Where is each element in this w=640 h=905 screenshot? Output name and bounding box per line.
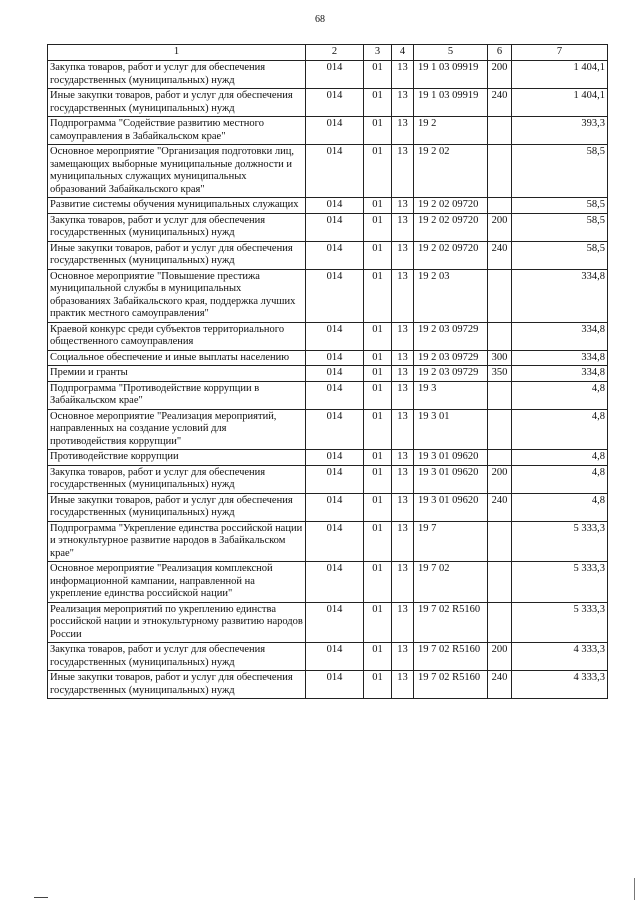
sum-cell: 58,5 xyxy=(512,198,608,214)
admin-code-cell: 014 xyxy=(306,61,364,89)
subsection-code-cell: 13 xyxy=(392,213,414,241)
article-code-cell: 19 3 01 09620 xyxy=(414,465,488,493)
table-row xyxy=(48,145,608,198)
admin-code-cell: 014 xyxy=(306,562,364,603)
row-name-cell: Закупка товаров, работ и услуг для обеспечения государственных (муниципальных) нужд xyxy=(48,213,306,241)
page-number: 68 xyxy=(315,14,325,25)
sum-cell: 1 404,1 xyxy=(512,61,608,89)
sum-cell: 4,8 xyxy=(512,450,608,466)
table-row xyxy=(48,381,608,409)
sum-cell: 58,5 xyxy=(512,145,608,198)
article-code-cell: 19 2 02 xyxy=(414,145,488,198)
article-code-cell: 19 7 02 R5160 xyxy=(414,671,488,699)
article-code-cell: 19 1 03 09919 xyxy=(414,61,488,89)
section-code-cell: 01 xyxy=(364,643,392,671)
table-row xyxy=(48,493,608,521)
column-number-header xyxy=(48,45,608,61)
subsection-code-cell: 13 xyxy=(392,671,414,699)
row-name-cell: Иные закупки товаров, работ и услуг для обеспечения государственных (муниципальных) нужд xyxy=(48,241,306,269)
table-row xyxy=(48,465,608,493)
row-name-cell: Иные закупки товаров, работ и услуг для обеспечения государственных (муниципальных) нужд xyxy=(48,89,306,117)
article-code-cell: 19 2 03 09729 xyxy=(414,350,488,366)
row-name-cell: Развитие системы обучения муниципальных служащих xyxy=(48,198,306,214)
expense-type-cell xyxy=(488,602,512,643)
expense-type-cell: 350 xyxy=(488,366,512,382)
subsection-code-cell: 13 xyxy=(392,465,414,493)
table-row xyxy=(48,198,608,214)
sum-cell: 334,8 xyxy=(512,269,608,322)
expense-type-cell: 200 xyxy=(488,643,512,671)
table-row xyxy=(48,117,608,145)
section-code-cell: 01 xyxy=(364,198,392,214)
sum-cell: 4,8 xyxy=(512,465,608,493)
sum-cell: 4 333,3 xyxy=(512,671,608,699)
column-header: 6 xyxy=(488,45,512,61)
table-row xyxy=(48,322,608,350)
row-name-cell: Реализация мероприятий по укреплению единства российской нации и этнокультурному развитию народов России xyxy=(48,602,306,643)
article-code-cell: 19 2 03 xyxy=(414,269,488,322)
article-code-cell: 19 3 01 xyxy=(414,409,488,450)
table-row xyxy=(48,409,608,450)
row-name-cell: Закупка товаров, работ и услуг для обеспечения государственных (муниципальных) нужд xyxy=(48,643,306,671)
admin-code-cell: 014 xyxy=(306,350,364,366)
admin-code-cell: 014 xyxy=(306,521,364,562)
section-code-cell: 01 xyxy=(364,269,392,322)
article-code-cell: 19 7 02 R5160 xyxy=(414,643,488,671)
table-row xyxy=(48,671,608,699)
article-code-cell: 19 7 02 R5160 xyxy=(414,602,488,643)
row-name-cell: Основное мероприятие "Реализация комплексной информационной кампании, направленной на укрепление единства российской нации" xyxy=(48,562,306,603)
subsection-code-cell: 13 xyxy=(392,241,414,269)
expense-type-cell xyxy=(488,145,512,198)
table-row xyxy=(48,61,608,89)
table-row xyxy=(48,213,608,241)
expense-type-cell xyxy=(488,409,512,450)
admin-code-cell: 014 xyxy=(306,89,364,117)
article-code-cell: 19 7 xyxy=(414,521,488,562)
admin-code-cell: 014 xyxy=(306,322,364,350)
expense-type-cell: 240 xyxy=(488,671,512,699)
admin-code-cell: 014 xyxy=(306,269,364,322)
article-code-cell: 19 2 02 09720 xyxy=(414,198,488,214)
table-row xyxy=(48,450,608,466)
subsection-code-cell: 13 xyxy=(392,145,414,198)
table-row xyxy=(48,521,608,562)
row-name-cell: Основное мероприятие "Организация подготовки лиц, замещающих выборные муниципальные должности и муниципальных служащих муниципальных образований Забайкальского края" xyxy=(48,145,306,198)
subsection-code-cell: 13 xyxy=(392,450,414,466)
row-name-cell: Противодействие коррупции xyxy=(48,450,306,466)
section-code-cell: 01 xyxy=(364,322,392,350)
admin-code-cell: 014 xyxy=(306,198,364,214)
sum-cell: 5 333,3 xyxy=(512,521,608,562)
table-row xyxy=(48,366,608,382)
admin-code-cell: 014 xyxy=(306,241,364,269)
sum-cell: 334,8 xyxy=(512,322,608,350)
row-name-cell: Подпрограмма "Противодействие коррупции в Забайкальском крае" xyxy=(48,381,306,409)
sum-cell: 393,3 xyxy=(512,117,608,145)
article-code-cell: 19 3 xyxy=(414,381,488,409)
article-code-cell: 19 2 03 09729 xyxy=(414,366,488,382)
article-code-cell: 19 2 xyxy=(414,117,488,145)
section-code-cell: 01 xyxy=(364,350,392,366)
admin-code-cell: 014 xyxy=(306,465,364,493)
sum-cell: 58,5 xyxy=(512,213,608,241)
subsection-code-cell: 13 xyxy=(392,322,414,350)
section-code-cell: 01 xyxy=(364,89,392,117)
row-name-cell: Закупка товаров, работ и услуг для обеспечения государственных (муниципальных) нужд xyxy=(48,61,306,89)
subsection-code-cell: 13 xyxy=(392,493,414,521)
sum-cell: 4 333,3 xyxy=(512,643,608,671)
row-name-cell: Иные закупки товаров, работ и услуг для обеспечения государственных (муниципальных) нужд xyxy=(48,671,306,699)
sum-cell: 4,8 xyxy=(512,409,608,450)
admin-code-cell: 014 xyxy=(306,145,364,198)
row-name-cell: Подпрограмма "Укрепление единства российской нации и этнокультурное развитие народов в Забайкальском крае" xyxy=(48,521,306,562)
section-code-cell: 01 xyxy=(364,450,392,466)
article-code-cell: 19 7 02 xyxy=(414,562,488,603)
subsection-code-cell: 13 xyxy=(392,409,414,450)
section-code-cell: 01 xyxy=(364,213,392,241)
row-name-cell: Подпрограмма "Содействие развитию местного самоуправления в Забайкальском крае" xyxy=(48,117,306,145)
subsection-code-cell: 13 xyxy=(392,602,414,643)
column-header: 1 xyxy=(48,45,306,61)
sum-cell: 5 333,3 xyxy=(512,602,608,643)
sum-cell: 4,8 xyxy=(512,381,608,409)
column-header: 3 xyxy=(364,45,392,61)
section-code-cell: 01 xyxy=(364,521,392,562)
table-row xyxy=(48,562,608,603)
article-code-cell: 19 3 01 09620 xyxy=(414,493,488,521)
column-header: 4 xyxy=(392,45,414,61)
subsection-code-cell: 13 xyxy=(392,562,414,603)
admin-code-cell: 014 xyxy=(306,409,364,450)
expense-type-cell: 240 xyxy=(488,89,512,117)
expense-type-cell xyxy=(488,521,512,562)
section-code-cell: 01 xyxy=(364,381,392,409)
section-code-cell: 01 xyxy=(364,145,392,198)
row-name-cell: Иные закупки товаров, работ и услуг для обеспечения государственных (муниципальных) нужд xyxy=(48,493,306,521)
expense-type-cell: 300 xyxy=(488,350,512,366)
admin-code-cell: 014 xyxy=(306,493,364,521)
table-row xyxy=(48,89,608,117)
subsection-code-cell: 13 xyxy=(392,198,414,214)
expense-type-cell xyxy=(488,450,512,466)
expense-type-cell xyxy=(488,117,512,145)
article-code-cell: 19 1 03 09919 xyxy=(414,89,488,117)
expense-type-cell xyxy=(488,269,512,322)
subsection-code-cell: 13 xyxy=(392,61,414,89)
expense-type-cell: 200 xyxy=(488,61,512,89)
admin-code-cell: 014 xyxy=(306,450,364,466)
admin-code-cell: 014 xyxy=(306,643,364,671)
row-name-cell: Закупка товаров, работ и услуг для обеспечения государственных (муниципальных) нужд xyxy=(48,465,306,493)
subsection-code-cell: 13 xyxy=(392,521,414,562)
table-row xyxy=(48,602,608,643)
subsection-code-cell: 13 xyxy=(392,366,414,382)
expense-type-cell: 240 xyxy=(488,241,512,269)
article-code-cell: 19 2 03 09729 xyxy=(414,322,488,350)
expense-type-cell xyxy=(488,562,512,603)
table-row xyxy=(48,241,608,269)
admin-code-cell: 014 xyxy=(306,213,364,241)
subsection-code-cell: 13 xyxy=(392,269,414,322)
row-name-cell: Социальное обеспечение и иные выплаты населению xyxy=(48,350,306,366)
admin-code-cell: 014 xyxy=(306,366,364,382)
expense-type-cell: 240 xyxy=(488,493,512,521)
sum-cell: 58,5 xyxy=(512,241,608,269)
subsection-code-cell: 13 xyxy=(392,381,414,409)
article-code-cell: 19 2 02 09720 xyxy=(414,241,488,269)
row-name-cell: Основное мероприятие "Реализация мероприятий, направленных на создание условий для противодействия коррупции" xyxy=(48,409,306,450)
section-code-cell: 01 xyxy=(364,61,392,89)
admin-code-cell: 014 xyxy=(306,671,364,699)
sum-cell: 334,8 xyxy=(512,350,608,366)
expense-type-cell xyxy=(488,381,512,409)
expense-type-cell xyxy=(488,198,512,214)
section-code-cell: 01 xyxy=(364,493,392,521)
scan-edge-mark xyxy=(34,897,48,898)
subsection-code-cell: 13 xyxy=(392,89,414,117)
section-code-cell: 01 xyxy=(364,602,392,643)
row-name-cell: Основное мероприятие "Повышение престижа муниципальной службы в муниципальных образованиях Забайкальского края, поддержка лучших практик местного самоуправления" xyxy=(48,269,306,322)
table-row xyxy=(48,643,608,671)
subsection-code-cell: 13 xyxy=(392,350,414,366)
column-header: 7 xyxy=(512,45,608,61)
section-code-cell: 01 xyxy=(364,409,392,450)
row-name-cell: Премии и гранты xyxy=(48,366,306,382)
article-code-cell: 19 3 01 09620 xyxy=(414,450,488,466)
table-row xyxy=(48,350,608,366)
expense-type-cell xyxy=(488,322,512,350)
section-code-cell: 01 xyxy=(364,117,392,145)
sum-cell: 4,8 xyxy=(512,493,608,521)
admin-code-cell: 014 xyxy=(306,381,364,409)
admin-code-cell: 014 xyxy=(306,602,364,643)
column-header: 2 xyxy=(306,45,364,61)
sum-cell: 5 333,3 xyxy=(512,562,608,603)
column-header: 5 xyxy=(414,45,488,61)
table-row xyxy=(48,269,608,322)
scan-edge-mark xyxy=(634,878,635,900)
article-code-cell: 19 2 02 09720 xyxy=(414,213,488,241)
section-code-cell: 01 xyxy=(364,465,392,493)
row-name-cell: Краевой конкурс среди субъектов территориального общественного самоуправления xyxy=(48,322,306,350)
admin-code-cell: 014 xyxy=(306,117,364,145)
expense-type-cell: 200 xyxy=(488,213,512,241)
subsection-code-cell: 13 xyxy=(392,117,414,145)
sum-cell: 1 404,1 xyxy=(512,89,608,117)
expense-type-cell: 200 xyxy=(488,465,512,493)
subsection-code-cell: 13 xyxy=(392,643,414,671)
section-code-cell: 01 xyxy=(364,366,392,382)
section-code-cell: 01 xyxy=(364,562,392,603)
sum-cell: 334,8 xyxy=(512,366,608,382)
section-code-cell: 01 xyxy=(364,241,392,269)
budget-table xyxy=(47,44,608,699)
section-code-cell: 01 xyxy=(364,671,392,699)
